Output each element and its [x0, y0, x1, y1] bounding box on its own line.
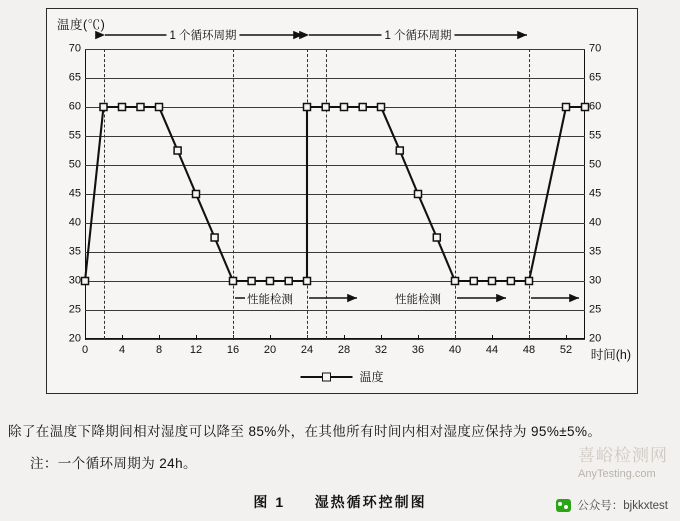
y-tick-left: 65 [68, 71, 81, 84]
x-tick-label: 48 [522, 344, 536, 356]
y-tick-right: 40 [589, 216, 602, 229]
temperature-series [85, 49, 585, 339]
cycle-label-1: 1 个循环周期 [166, 27, 239, 43]
y-tick-left: 50 [68, 158, 81, 171]
wechat-icon [556, 499, 571, 512]
y-tick-left: 40 [68, 216, 81, 229]
wechat-credit [556, 497, 668, 513]
y-tick-right: 60 [589, 100, 602, 113]
chart-panel [46, 8, 638, 394]
figure-caption [253, 492, 426, 512]
x-tick-label: 8 [155, 344, 163, 356]
cycle-label-2: 1 个循环周期 [381, 27, 454, 43]
watermark [578, 445, 668, 481]
legend-marker-temperature [300, 376, 352, 378]
x-tick-label: 52 [559, 344, 573, 356]
x-tick-label: 44 [485, 344, 499, 356]
x-axis-label: 时间(h) [590, 348, 631, 362]
note-cycle-duration: 注：一个循环周期为 24h。 [30, 456, 197, 471]
x-tick-label: 24 [300, 344, 314, 356]
legend [300, 368, 383, 385]
y-tick-left: 20 [68, 332, 81, 345]
note-humidity: 除了在温度下降期间相对湿度可以降至 85%外，在其他所有时间内相对湿度应保持为 95%±5%。 [8, 424, 602, 439]
y-tick-right: 35 [589, 245, 602, 258]
y-tick-right: 50 [589, 158, 602, 171]
y-tick-right: 45 [589, 187, 602, 200]
y-tick-right: 20 [589, 332, 602, 345]
x-tick-label: 16 [226, 344, 240, 356]
x-tick-label: 4 [118, 344, 126, 356]
legend-label-temperature: 温度 [359, 370, 384, 384]
y-tick-right: 70 [589, 42, 602, 55]
gridline [85, 339, 585, 340]
y-tick-left: 60 [68, 100, 81, 113]
y-tick-left: 70 [68, 42, 81, 55]
watermark-main: 喜峪检测网 [578, 445, 668, 465]
x-tick-label: 36 [411, 344, 425, 356]
x-tick-label: 32 [374, 344, 388, 356]
y-tick-left: 35 [68, 245, 81, 258]
y-tick-right: 55 [589, 129, 602, 142]
y-tick-left: 55 [68, 129, 81, 142]
x-tick-label: 20 [263, 344, 277, 356]
y-tick-right: 30 [589, 274, 602, 287]
perf-test-label-1: 性能检测 [245, 291, 295, 307]
wechat-label: 公众号：bjkkxtest [577, 500, 668, 512]
x-tick-label: 40 [448, 344, 462, 356]
x-tick-label: 0 [81, 344, 89, 356]
watermark-sub: AnyTesting.com [578, 467, 656, 480]
y-tick-right: 25 [589, 303, 602, 316]
y-tick-left: 30 [68, 274, 81, 287]
figure-number: 图 1 [253, 494, 286, 510]
x-tick-label: 12 [189, 344, 203, 356]
x-tick-label: 28 [337, 344, 351, 356]
y-tick-right: 65 [589, 71, 602, 84]
y-tick-left: 25 [68, 303, 81, 316]
plot-area [68, 30, 602, 356]
y-axis-label: 温度(℃) [57, 18, 106, 32]
y-tick-left: 45 [68, 187, 81, 200]
perf-test-label-2: 性能检测 [393, 291, 443, 307]
figure-title: 湿热循环控制图 [314, 494, 427, 510]
